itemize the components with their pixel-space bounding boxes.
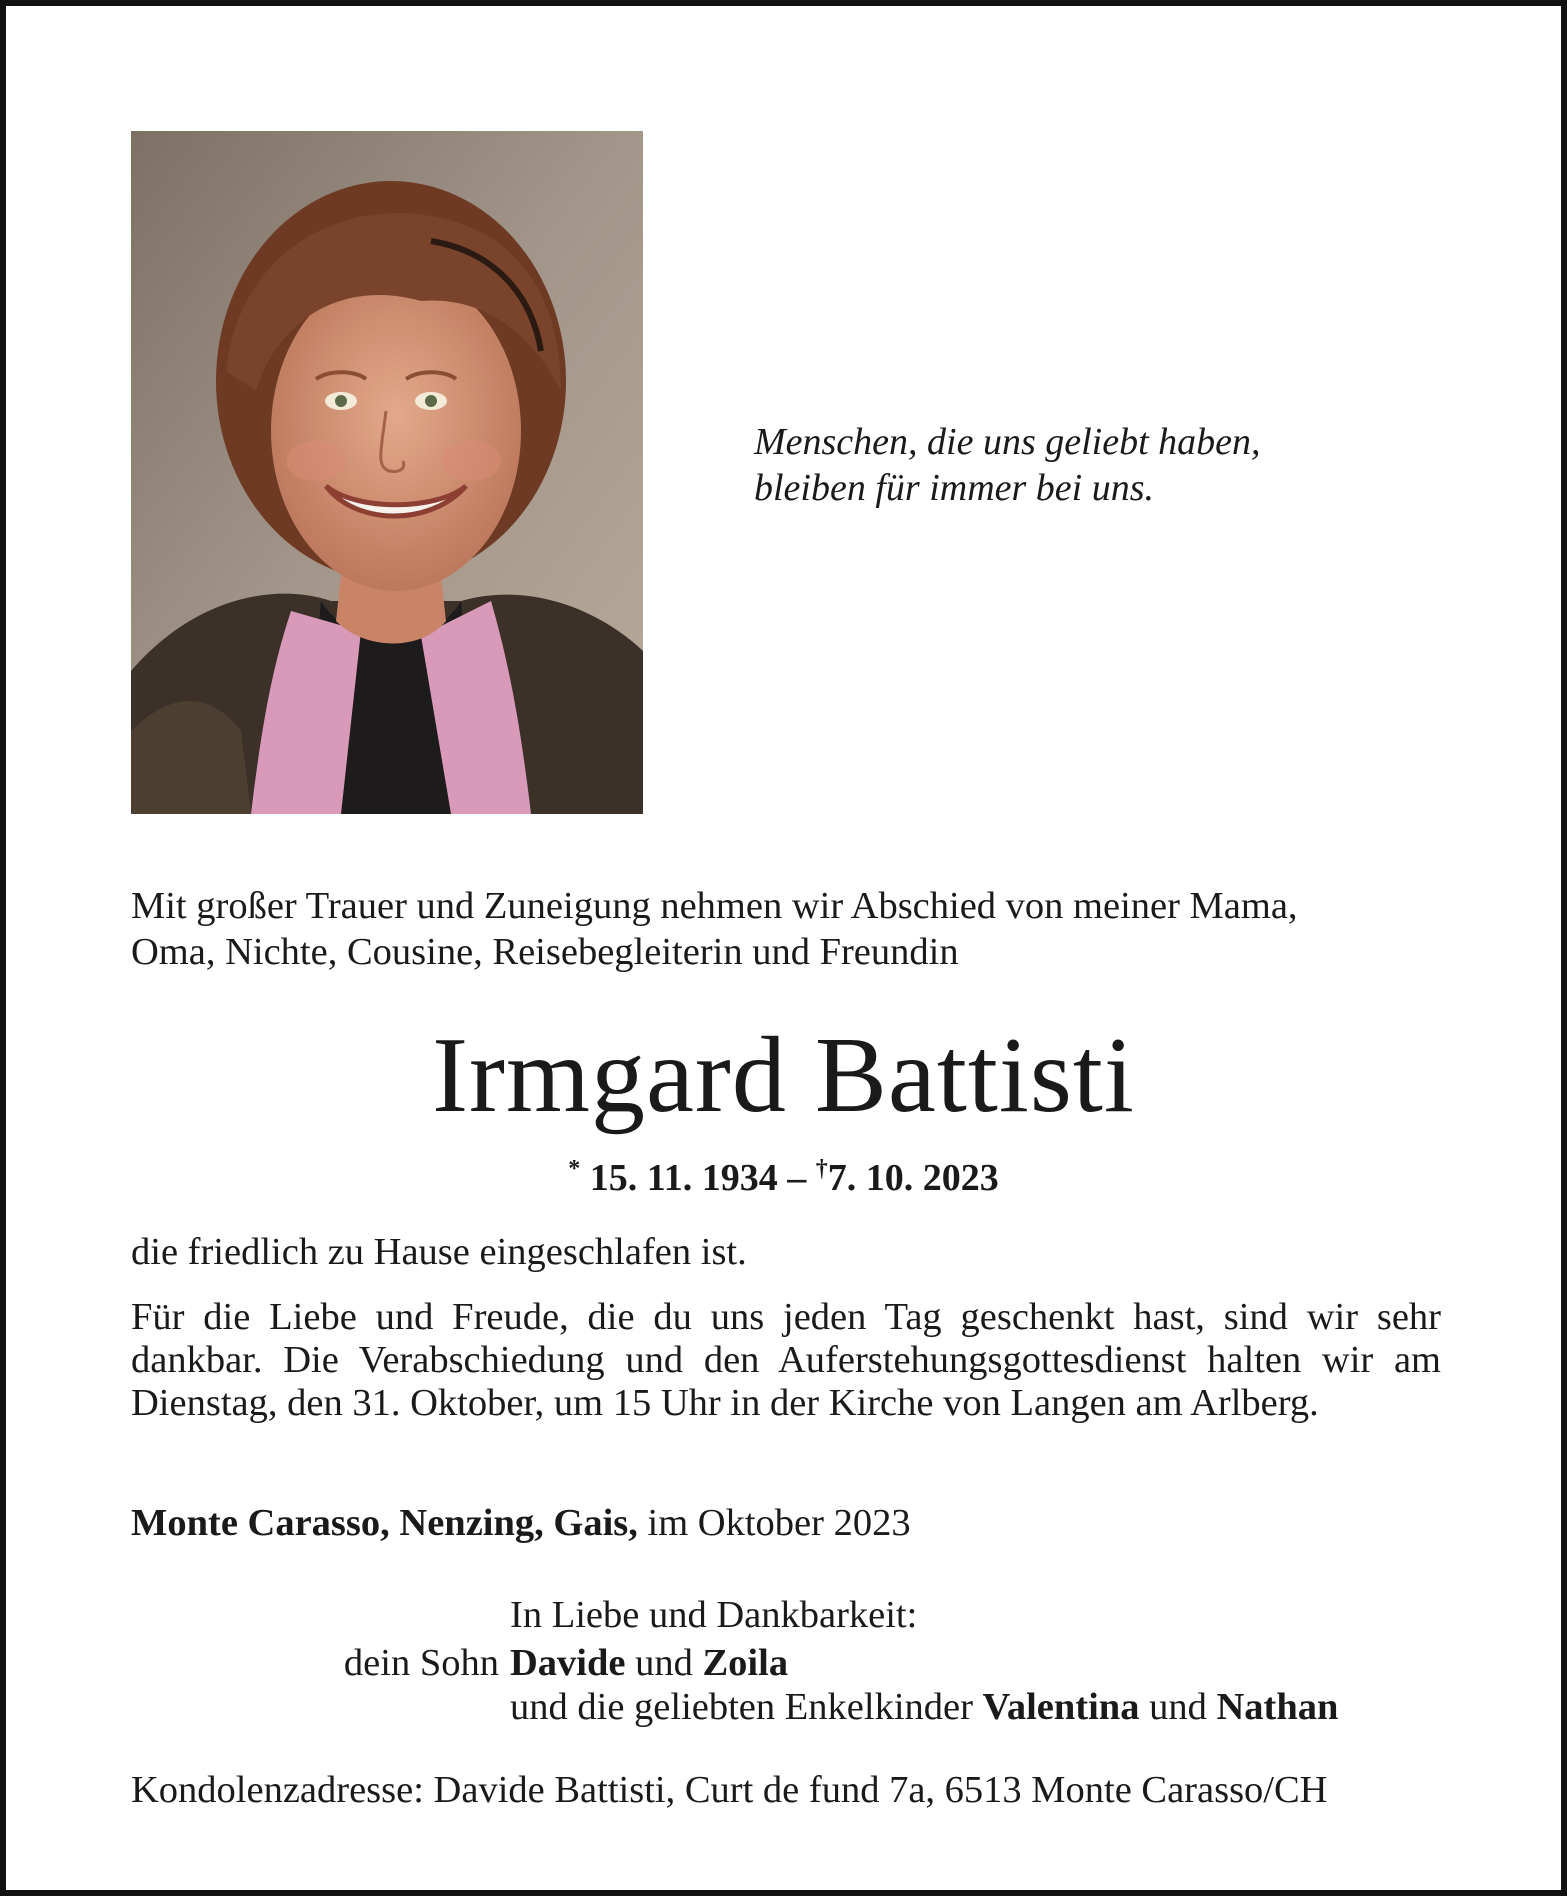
son-label: dein Sohn: [343, 1642, 499, 1684]
deceased-name: Irmgard Battisti: [432, 1016, 1135, 1135]
birth-date: 15. 11. 1934: [589, 1157, 778, 1199]
condolence-address: Kondolenzadresse: Davide Battisti, Curt de fund 7a, 6513 Monte Carasso/CH: [131, 1769, 1328, 1811]
thanks-text: Für die Liebe und Freude, die du uns jeden Tag geschenkt hast, sind wir sehr dankbar. Die Verabschiedung und den Auferstehungsgottesdienst halten wir am Dienstag, den 31. Oktober, um 15 Uhr in der Kirche von Langen am Arlberg.: [131, 1296, 1441, 1424]
portrait-photo: [131, 131, 643, 814]
and-2: und: [1149, 1686, 1207, 1728]
son-name: Davide: [510, 1642, 626, 1684]
grandchildren: [510, 1686, 1338, 1729]
quote-line-1: Menschen, die uns geliebt haben,: [754, 421, 1261, 463]
date-dash: –: [787, 1157, 807, 1199]
memorial-quote: [754, 419, 1474, 511]
death-symbol: †: [815, 1156, 828, 1182]
passed-text: die friedlich zu Hause eingeschlafen ist.: [131, 1231, 747, 1273]
death-date: 7. 10. 2023: [827, 1157, 999, 1199]
birth-symbol: *: [568, 1156, 581, 1182]
quote-line-2: bleiben für immer bei uns.: [754, 467, 1155, 509]
place-date-line: [131, 1502, 1441, 1545]
places: Monte Carasso, Nenzing, Gais,: [131, 1502, 638, 1544]
intro-text: [131, 883, 1461, 975]
intro-line-2: Oma, Nichte, Cousine, Reisebegleiterin und Freundin: [131, 931, 959, 973]
grandchildren-text: und die geliebten Enkelkinder: [510, 1686, 973, 1728]
and-1: und: [635, 1642, 693, 1684]
intro-line-1: Mit großer Trauer und Zuneigung nehmen wir Abschied von meiner Mama,: [131, 885, 1298, 927]
partner-name: Zoila: [702, 1642, 789, 1684]
grandchild-2: Nathan: [1216, 1686, 1339, 1728]
life-dates: [6, 1146, 1561, 1201]
son-names: [510, 1642, 788, 1685]
month-year: im Oktober 2023: [647, 1502, 911, 1544]
grandchild-1: Valentina: [982, 1686, 1140, 1728]
portrait-illustration: [131, 131, 643, 814]
signature-heading: In Liebe und Dankbarkeit:: [510, 1594, 918, 1636]
